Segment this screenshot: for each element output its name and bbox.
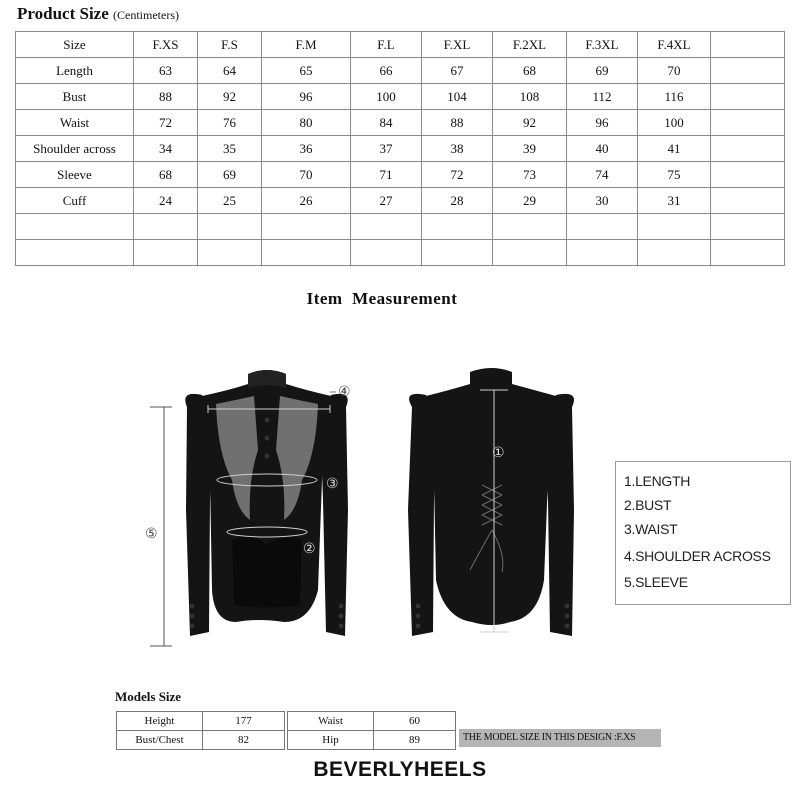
legend-sleeve: 5.SLEEVE: [624, 574, 688, 590]
table-cell: [198, 240, 262, 266]
table-cell: 74: [567, 162, 638, 188]
model-size-note: THE MODEL SIZE IN THIS DESIGN :F.XS: [459, 729, 661, 747]
table-cell: 36: [262, 136, 351, 162]
table-cell: 96: [262, 84, 351, 110]
title-text: Product Size: [17, 4, 109, 23]
table-cell: 92: [198, 84, 262, 110]
table-cell: [351, 240, 422, 266]
table-row: [288, 731, 456, 750]
table-cell: 71: [351, 162, 422, 188]
table-cell: 67: [422, 58, 493, 84]
table-cell: 72: [134, 110, 198, 136]
table-cell: 68: [134, 162, 198, 188]
table-cell: [567, 214, 638, 240]
table-cell: [134, 214, 198, 240]
table-cell: 35: [198, 136, 262, 162]
table-cell: [16, 214, 134, 240]
marker-waist: ③: [326, 476, 339, 492]
table-cell: 75: [638, 162, 711, 188]
table-cell: [711, 110, 785, 136]
measurement-legend: [615, 461, 791, 605]
table-cell: Bust/Chest: [117, 731, 203, 750]
header-cell: F.M: [262, 32, 351, 58]
table-cell: Height: [117, 712, 203, 731]
table-cell: [262, 214, 351, 240]
table-row: [288, 712, 456, 731]
header-cell: F.L: [351, 32, 422, 58]
front-jacket: [185, 370, 348, 636]
brand-logo-text: BEVERLYHEELS: [313, 758, 487, 781]
table-cell: Length: [16, 58, 134, 84]
table-cell: 29: [493, 188, 567, 214]
table-cell: 26: [262, 188, 351, 214]
header-cell: F.2XL: [493, 32, 567, 58]
table-cell: 24: [134, 188, 198, 214]
legend-bust: 2.BUST: [624, 497, 672, 513]
table-row: [16, 214, 785, 240]
table-cell: 60: [374, 712, 456, 731]
table-cell: 37: [351, 136, 422, 162]
legend-length: 1.LENGTH: [624, 473, 691, 489]
table-cell: [711, 58, 785, 84]
table-cell: [567, 240, 638, 266]
table-row: [16, 58, 785, 84]
table-row: [117, 712, 285, 731]
table-cell: 92: [493, 110, 567, 136]
table-cell: [711, 84, 785, 110]
table-cell: [493, 214, 567, 240]
table-cell: 41: [638, 136, 711, 162]
table-cell: [351, 214, 422, 240]
table-cell: 88: [134, 84, 198, 110]
model-size-table-left: [116, 711, 285, 750]
table-cell: 68: [493, 58, 567, 84]
table-cell: 73: [493, 162, 567, 188]
table-cell: [493, 240, 567, 266]
table-cell: 65: [262, 58, 351, 84]
table-cell: 70: [638, 58, 711, 84]
table-cell: 116: [638, 84, 711, 110]
jacket-diagram: [140, 360, 590, 660]
table-row: [16, 162, 785, 188]
header-cell: F.XL: [422, 32, 493, 58]
table-row: [16, 84, 785, 110]
table-cell: 34: [134, 136, 198, 162]
table-cell: 39: [493, 136, 567, 162]
table-cell: 30: [567, 188, 638, 214]
header-cell: F.3XL: [567, 32, 638, 58]
table-cell: 72: [422, 162, 493, 188]
table-cell: 64: [198, 58, 262, 84]
table-cell: Hip: [288, 731, 374, 750]
table-cell: 31: [638, 188, 711, 214]
page-title: [17, 4, 179, 24]
table-cell: Shoulder across: [16, 136, 134, 162]
table-cell: 100: [351, 84, 422, 110]
table-cell: [711, 162, 785, 188]
header-cell: Size: [16, 32, 134, 58]
table-cell: [134, 240, 198, 266]
marker-length: ①: [492, 445, 505, 461]
table-cell: 28: [422, 188, 493, 214]
marker-shoulder: ④: [338, 384, 351, 400]
header-cell: F.XS: [134, 32, 198, 58]
table-cell: [711, 214, 785, 240]
table-row: [16, 188, 785, 214]
table-cell: Bust: [16, 84, 134, 110]
table-cell: Waist: [16, 110, 134, 136]
table-cell: 96: [567, 110, 638, 136]
table-cell: Sleeve: [16, 162, 134, 188]
table-cell: 82: [203, 731, 285, 750]
table-cell: [711, 240, 785, 266]
table-cell: 108: [493, 84, 567, 110]
table-cell: 40: [567, 136, 638, 162]
table-cell: 112: [567, 84, 638, 110]
legend-shoulder-across: 4.SHOULDER ACROSS: [624, 548, 771, 564]
table-cell: [422, 240, 493, 266]
table-cell: Cuff: [16, 188, 134, 214]
table-cell: [711, 136, 785, 162]
size-table: [15, 31, 785, 266]
table-cell: [711, 188, 785, 214]
table-cell: [638, 240, 711, 266]
marker-bust: ②: [303, 541, 316, 557]
header-cell: F.S: [198, 32, 262, 58]
table-row: [16, 240, 785, 266]
table-cell: 69: [567, 58, 638, 84]
table-cell: [16, 240, 134, 266]
model-size-table-right: [287, 711, 456, 750]
table-cell: 177: [203, 712, 285, 731]
marker-sleeve: ⑤: [145, 526, 158, 542]
table-cell: 84: [351, 110, 422, 136]
models-size-title: Models Size: [115, 689, 182, 704]
table-cell: 76: [198, 110, 262, 136]
table-row: [16, 110, 785, 136]
table-row: [117, 731, 285, 750]
table-cell: [262, 240, 351, 266]
table-cell: 27: [351, 188, 422, 214]
table-row: [16, 136, 785, 162]
table-cell: 38: [422, 136, 493, 162]
legend-waist: 3.WAIST: [624, 521, 678, 537]
table-cell: 88: [422, 110, 493, 136]
header-cell: [711, 32, 785, 58]
table-cell: [638, 214, 711, 240]
table-cell: [422, 214, 493, 240]
table-cell: 89: [374, 731, 456, 750]
back-jacket: [408, 368, 574, 636]
title-unit: (Centimeters): [113, 8, 179, 22]
table-cell: 66: [351, 58, 422, 84]
table-cell: 80: [262, 110, 351, 136]
table-cell: 70: [262, 162, 351, 188]
table-cell: [198, 214, 262, 240]
table-cell: Waist: [288, 712, 374, 731]
table-header-row: [16, 32, 785, 58]
table-cell: 69: [198, 162, 262, 188]
table-cell: 25: [198, 188, 262, 214]
table-cell: 104: [422, 84, 493, 110]
table-cell: 100: [638, 110, 711, 136]
measurement-title: Item Measurement: [306, 289, 458, 308]
header-cell: F.4XL: [638, 32, 711, 58]
table-cell: 63: [134, 58, 198, 84]
